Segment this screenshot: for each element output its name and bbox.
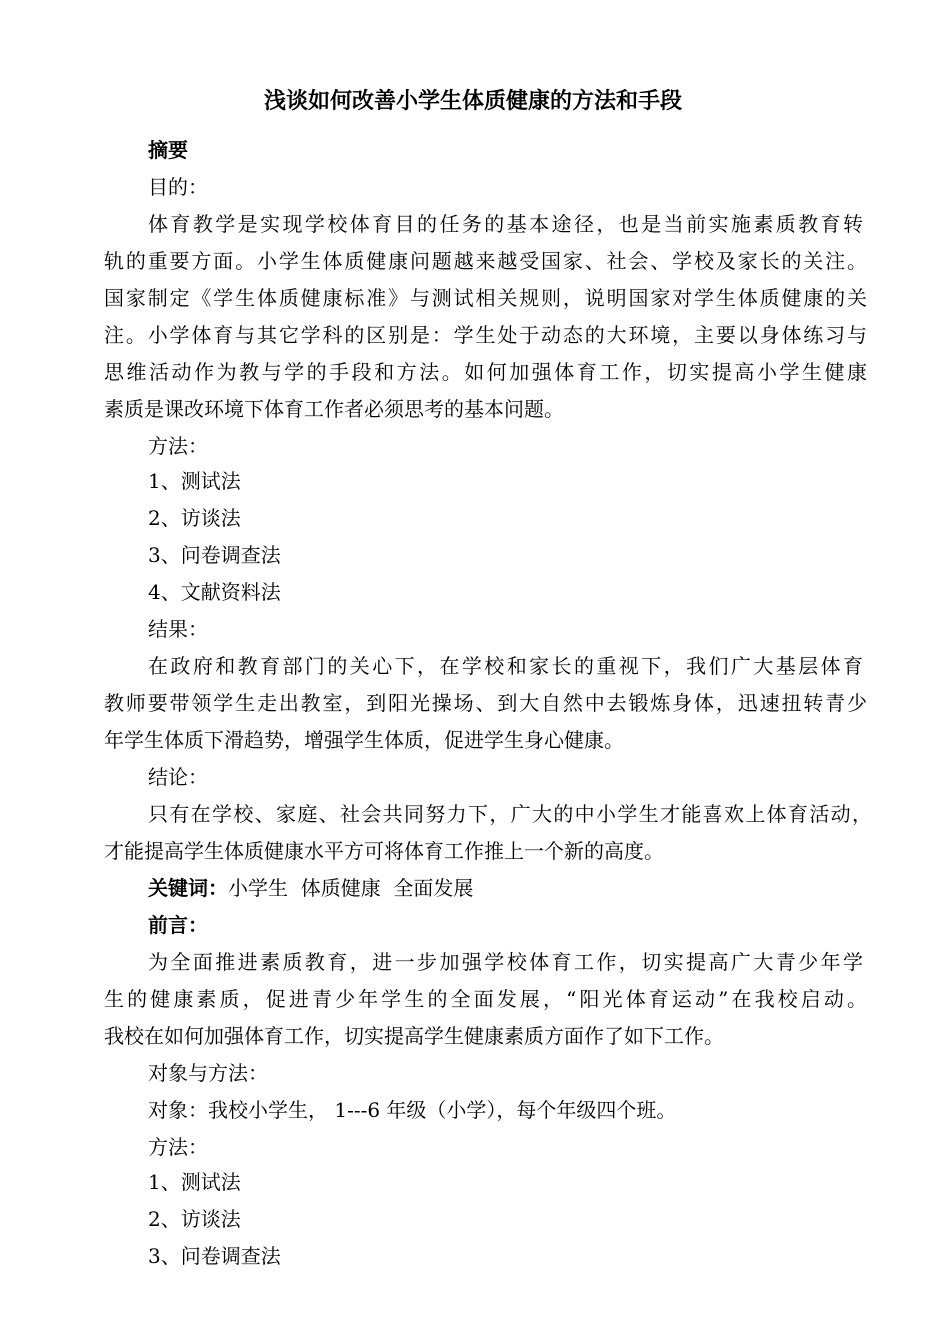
purpose-line: 思维活动作为教与学的手段和方法。如何加强体育工作，切实提高小学生健康	[104, 360, 867, 384]
result-line: 在政府和教育部门的关心下，在学校和家长的重视下，我们广大基层体育	[148, 654, 863, 678]
conclusion-line: 才能提高学生体质健康水平方可将体育工作推上一个新的高度。	[104, 839, 664, 863]
conclusion-line: 只有在学校、家庭、社会共同努力下，广大的中小学生才能喜欢上体育活动，	[148, 802, 872, 826]
method-label-2: 方法：	[148, 1135, 208, 1159]
method-item: 4、文献资料法	[148, 580, 281, 604]
purpose-line: 轨的重要方面。小学生体质健康问题越来越受国家、社会、学校及家长的关注。	[104, 249, 867, 273]
method-item-2: 2、访谈法	[148, 1207, 241, 1231]
preface-line: 生的健康素质，促进青少年学生的全面发展，“阳光体育运动”在我校启动。	[104, 987, 867, 1011]
keywords-label: 关键词：	[148, 876, 228, 900]
result-label: 结果：	[148, 617, 208, 641]
subjects-line: 对象：我校小学生， 1---6 年级（小学），每个年级四个班。	[148, 1098, 677, 1122]
keywords-text: 小学生 体质健康 全面发展	[228, 876, 474, 900]
subjects-methods-label: 对象与方法：	[148, 1061, 268, 1085]
purpose-label: 目的：	[148, 175, 208, 199]
method-label: 方法：	[148, 434, 208, 458]
purpose-line: 素质是课改环境下体育工作者必须思考的基本问题。	[104, 397, 564, 421]
purpose-line: 国家制定《学生体质健康标准》与测试相关规则，说明国家对学生体质健康的关	[104, 286, 867, 310]
conclusion-label: 结论：	[148, 765, 208, 789]
purpose-line: 注。小学体育与其它学科的区别是：学生处于动态的大环境，主要以身体练习与	[104, 323, 867, 347]
method-item-2: 1、测试法	[148, 1170, 241, 1194]
method-item: 1、测试法	[148, 469, 241, 493]
abstract-heading: 摘要	[148, 138, 188, 162]
purpose-line: 体育教学是实现学校体育目的任务的基本途径，也是当前实施素质教育转	[148, 212, 863, 236]
preface-line: 为全面推进素质教育，进一步加强学校体育工作，切实提高广大青少年学	[148, 950, 863, 974]
method-item: 2、访谈法	[148, 506, 241, 530]
keywords-line	[148, 876, 473, 900]
method-item-2: 3、问卷调查法	[148, 1244, 281, 1268]
result-line: 年学生体质下滑趋势，增强学生体质，促进学生身心健康。	[104, 728, 624, 752]
document-title: 浅谈如何改善小学生体质健康的方法和手段	[264, 88, 683, 114]
preface-heading: 前言：	[148, 913, 208, 937]
result-line: 教师要带领学生走出教室，到阳光操场、到大自然中去锻炼身体，迅速扭转青少	[104, 691, 867, 715]
preface-line: 我校在如何加强体育工作，切实提高学生健康素质方面作了如下工作。	[104, 1024, 724, 1048]
method-item: 3、问卷调查法	[148, 543, 281, 567]
